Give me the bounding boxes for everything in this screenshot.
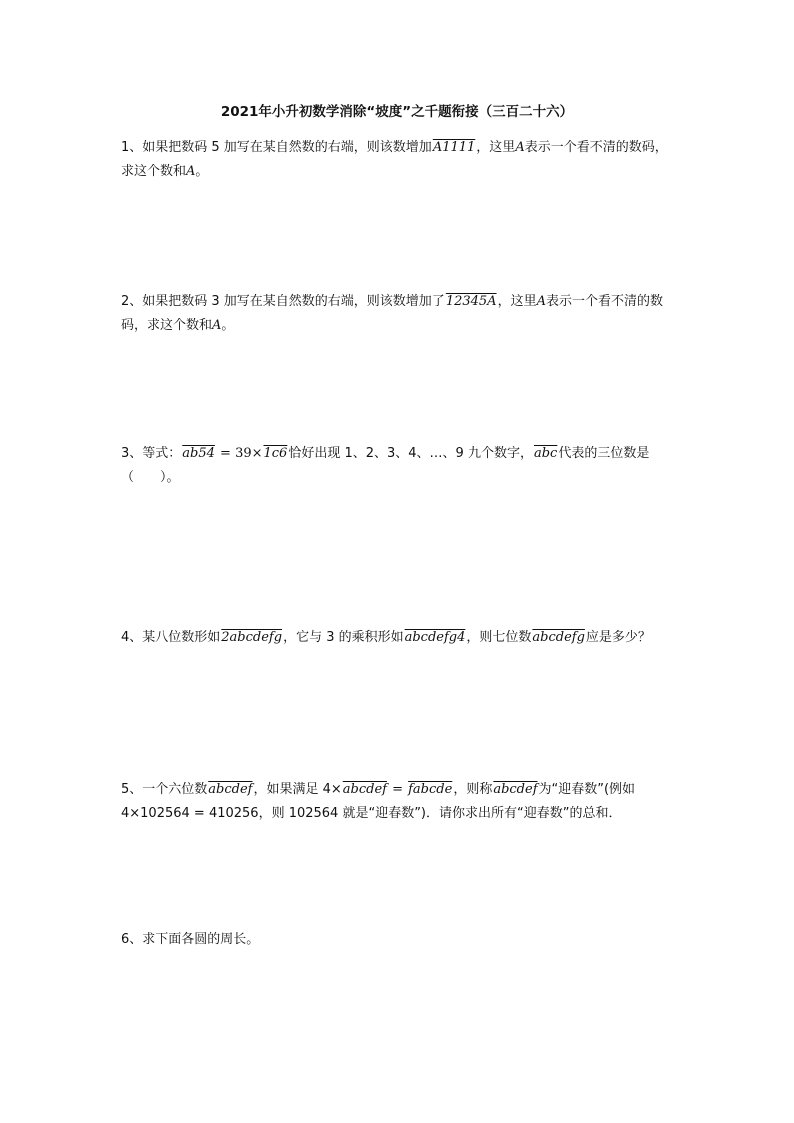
q3-text-c: 恰好出现 1、2、3、4、…、9 九个数字，	[288, 446, 533, 461]
q5-text-e: 为“迎春数”(例如 4×102564 = 410256，则 102564 就是“迎春数”)．请你求出所有“迎春数”的总和．	[121, 782, 636, 821]
q2-text-a: 2、如果把数码 3 加写在某自然数的右端，则该数增加了	[121, 294, 445, 309]
q3-text-d: 代表的三位数是（ ）。	[121, 446, 650, 485]
q5-overline-abcdef-3: abcdef	[493, 782, 538, 797]
q3-overline-abc: $\overline{abc}$	[533, 446, 558, 461]
q4-text-b: ，它与 3 的乘积形如	[283, 630, 404, 645]
q3-text-a: 3、等式：	[121, 446, 182, 461]
q1-overline-number: A1111	[432, 140, 476, 155]
question-2	[121, 290, 677, 338]
question-3	[121, 442, 677, 490]
q3-overline-ab54: ab54	[182, 446, 215, 461]
q6-text: 6、求下面各圆的周长。	[121, 932, 260, 947]
q5-text-a: 5、一个六位数	[121, 782, 208, 797]
q1-variable: A	[515, 140, 525, 155]
q4-overline-abcdefg: abcdefg	[532, 630, 585, 645]
q1-text-d: 。	[195, 164, 209, 179]
q5-text-b: ，如果满足 4×	[253, 782, 342, 797]
q2-overline-number: 12345A	[445, 294, 497, 309]
page-title: 2021年小升初数学消除“坡度”之千题衔接（三百二十六）	[220, 104, 574, 120]
q1-variable-2: A	[186, 164, 196, 179]
q1-text-a: 1、如果把数码 5 加写在某自然数的右端，则该数增加	[121, 140, 432, 155]
q5-overline-abcdef: abcdef	[208, 782, 253, 797]
q2-variable-2: A	[212, 318, 222, 333]
q2-text-c: 表示一个看不清的数码，求这个数和	[121, 294, 663, 333]
q2-variable: A	[536, 294, 546, 309]
q1-text-c: 表示一个看不清的数码，求这个数和	[121, 140, 668, 179]
q4-overline-abcdefg4: abcdefg4	[404, 630, 466, 645]
q4-text-c: ，则七位数	[466, 630, 532, 645]
q3-overline-1c6: 1c6	[263, 446, 288, 461]
q4-text-d: 应是多少？	[585, 630, 651, 645]
q4-text-a: 4、某八位数形如	[121, 630, 221, 645]
question-6	[121, 928, 677, 952]
q5-overline-abcdef-2: abcdef	[342, 782, 387, 797]
question-5	[121, 778, 677, 826]
q2-text-b: ，这里	[497, 294, 537, 309]
question-1	[121, 136, 677, 184]
question-4	[121, 626, 677, 650]
q5-text-d: ，则称	[453, 782, 493, 797]
q2-text-d: 。	[221, 318, 235, 333]
q5-overline-fabcde: fabcde	[408, 782, 453, 797]
q3-text-b: = 39×	[215, 446, 263, 461]
q5-text-c: =	[387, 782, 408, 797]
q4-overline-2abcdefg: 2abcdefg	[221, 630, 283, 645]
q1-text-b: ，这里	[476, 140, 516, 155]
